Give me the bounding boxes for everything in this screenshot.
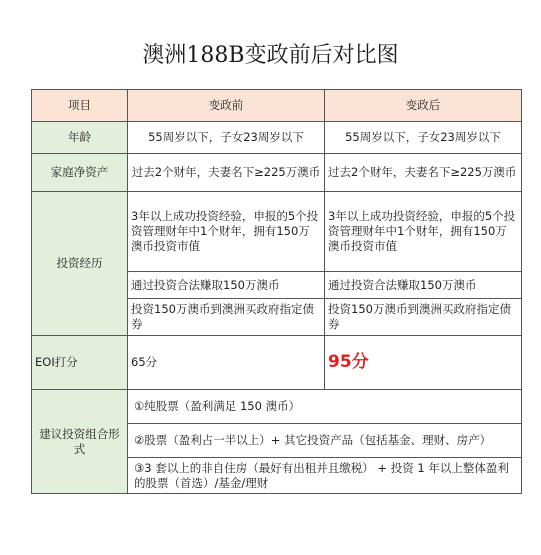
header-row	[32, 90, 522, 122]
portfolio-item-1: ①纯股票（盈利满足 150 澳币）	[128, 390, 522, 424]
invest-before-1: 3年以上成功投资经验，申报的5个投资管理财年中1个财年，拥有150万澳币投资市值	[128, 192, 325, 272]
header-before: 变政前	[128, 90, 325, 122]
invest-before-3: 投资150万澳币到澳洲买政府指定债券	[128, 299, 325, 336]
invest-after-3: 投资150万澳币到澳洲买政府指定债券	[325, 299, 522, 336]
header-after: 变政后	[325, 90, 522, 122]
label-eoi: EOI打分	[32, 336, 128, 390]
row-assets	[32, 154, 522, 192]
assets-after: 过去2个财年，夫妻名下≥225万澳币	[325, 154, 522, 192]
page-title: 澳洲188B变政前后对比图	[142, 43, 399, 68]
age-after: 55周岁以下，子女23周岁以下	[325, 122, 522, 154]
row-invest-1	[32, 192, 522, 272]
eoi-after: 95分	[328, 351, 369, 372]
portfolio-item-2: ②股票（盈利占一半以上）+ 其它投资产品（包括基金、理财、房产）	[128, 424, 522, 458]
eoi-before: 65分	[128, 336, 325, 390]
row-age	[32, 122, 522, 154]
assets-before: 过去2个财年，夫妻名下≥225万澳币	[128, 154, 325, 192]
label-age: 年龄	[32, 122, 128, 154]
comparison-table	[31, 89, 522, 494]
header-item: 项目	[32, 90, 128, 122]
portfolio-item-3: ③3 套以上的非自住房（最好有出租并且缴税） + 投资 1 年以上整体盈利的股票（首选）/基金/理财	[128, 458, 522, 494]
label-invest: 投资经历	[32, 192, 128, 336]
invest-after-2: 通过投资合法赚取150万澳币	[325, 272, 522, 299]
label-assets: 家庭净资产	[32, 154, 128, 192]
invest-after-1: 3年以上成功投资经验，申报的5个投资管理财年中1个财年，拥有150万澳币投资市值	[325, 192, 522, 272]
invest-before-2: 通过投资合法赚取150万澳币	[128, 272, 325, 299]
label-portfolio: 建议投资组合形式	[32, 390, 128, 494]
age-before: 55周岁以下，子女23周岁以下	[128, 122, 325, 154]
row-portfolio-1	[32, 390, 522, 424]
row-eoi	[32, 336, 522, 390]
